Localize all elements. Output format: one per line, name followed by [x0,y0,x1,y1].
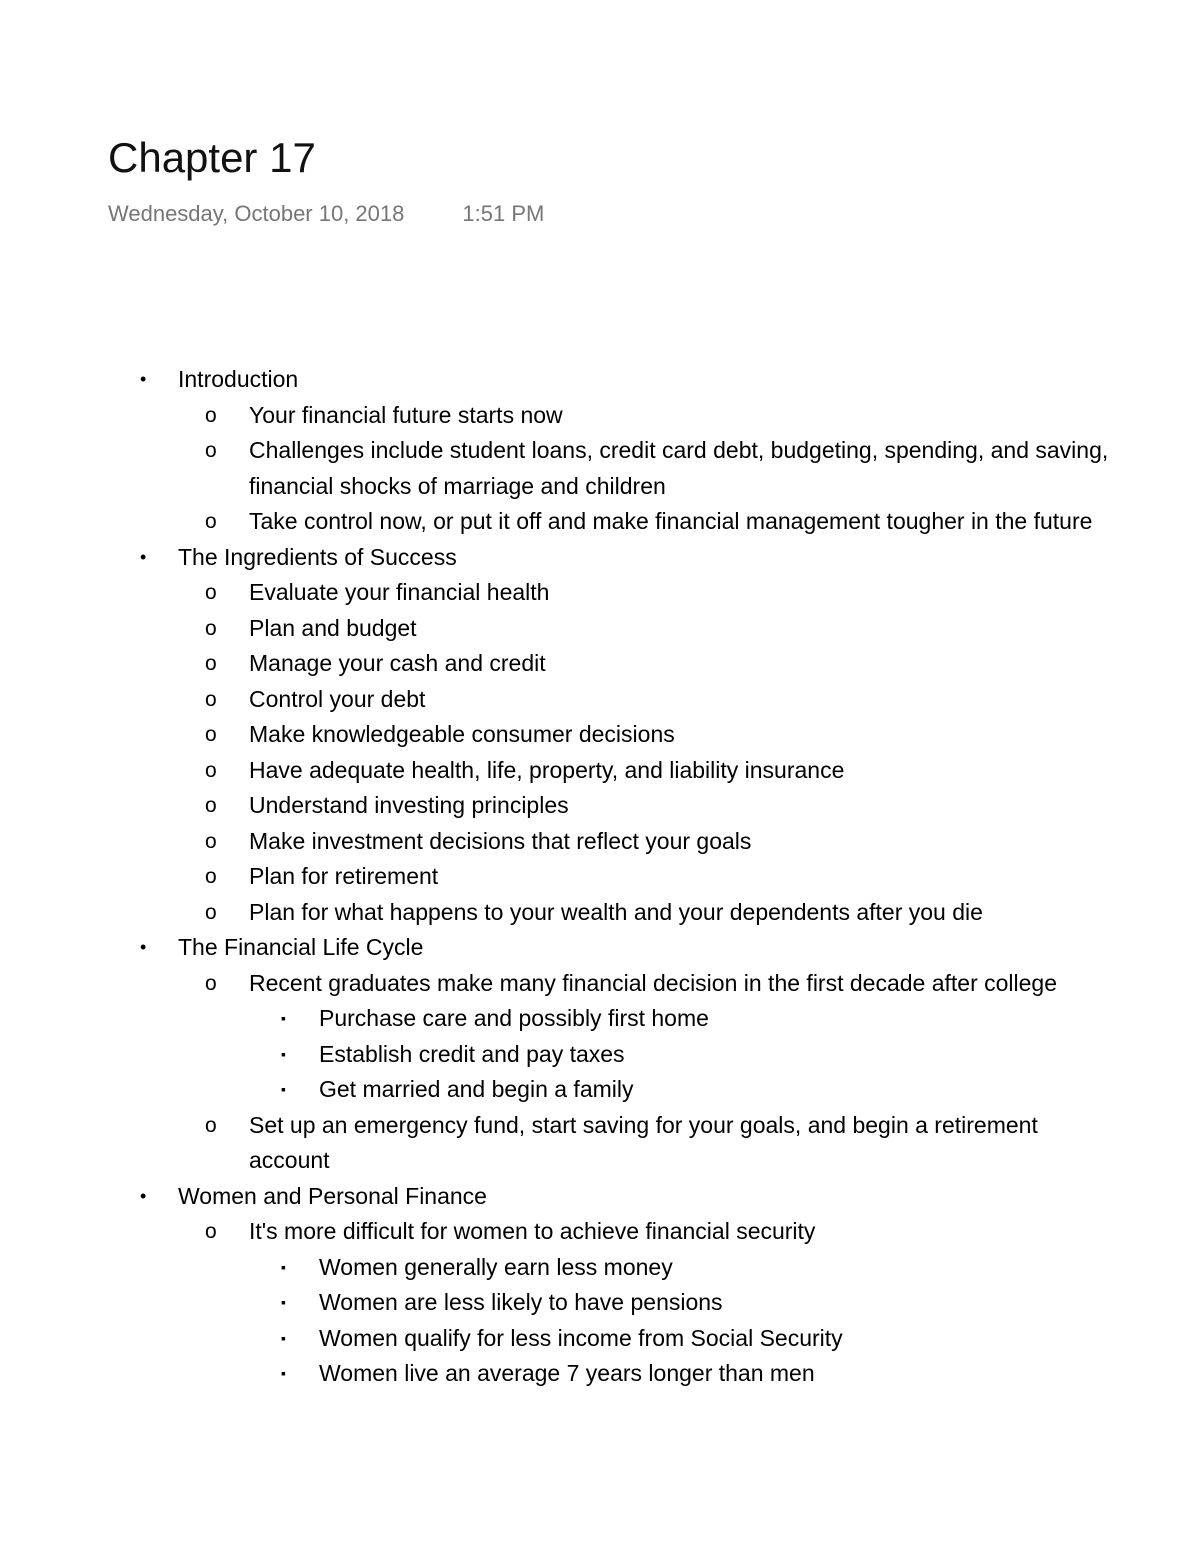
sub-item [0,575,1200,611]
bullet-ring-icon: o [205,971,217,995]
sub-sub-item-text: Women live an average 7 years longer than men [319,1360,815,1386]
bullet-square-icon: ▪ [281,1258,286,1275]
bullet-ring-icon: o [205,723,217,746]
sub-item-text: Set up an emergency fund, start saving for your goals, and begin a retirement account [249,1111,1038,1173]
sub-sub-item [0,1037,1200,1073]
sub-item [0,682,1200,718]
sub-item-text: Control your debt [249,685,426,712]
outline-item-text: Women and Personal Finance [178,1182,487,1209]
sub-item [0,1108,1200,1179]
sub-item-text: Evaluate your financial health [249,579,550,605]
page-time: 1:51 PM [462,201,545,226]
sub-item-text: Recent graduates make many financial decision in the first decade after college [249,969,1058,996]
sub-item-text: Manage your cash and credit [249,650,546,676]
bullet-dot-icon: • [140,369,147,389]
sub-item-text: Plan for what happens to your wealth and your dependents after you die [249,898,983,925]
bullet-ring-icon: o [205,403,217,427]
page-title: Chapter 17 [108,134,316,181]
sub-item [0,1214,1200,1392]
sub-sub-item-text: Purchase care and possibly first home [319,1005,709,1031]
page-timestamp [108,200,544,228]
bullet-ring-icon: o [205,510,217,533]
sub-sub-item [0,1321,1200,1357]
outline-item-text: The Financial Life Cycle [178,934,424,960]
sub-item [0,398,1200,434]
sub-item [0,859,1200,895]
sub-sub-item-text: Women qualify for less income from Social Security [319,1324,843,1351]
sub-list [0,398,1200,540]
sub-sub-item-text: Establish credit and pay taxes [319,1040,625,1067]
sub-item [0,433,1200,504]
sub-item-text: Your financial future starts now [249,401,563,428]
sub-item [0,895,1200,931]
bullet-ring-icon: o [205,1113,217,1137]
bullet-ring-icon: o [205,758,217,782]
sub-sub-item [0,1285,1200,1321]
bullet-ring-icon: o [205,865,217,888]
sub-item [0,717,1200,753]
sub-item-text: Make investment decisions that reflect your goals [249,827,752,854]
bullet-ring-icon: o [205,829,217,853]
sub-item [0,824,1200,860]
sub-item-text: Take control now, or put it off and make financial management tougher in the future [249,508,1093,534]
sub-sub-item [0,1250,1200,1286]
bullet-square-icon: ▪ [281,1329,286,1346]
sub-item [0,753,1200,789]
note-outline [0,362,1200,1436]
bullet-dot-icon: • [140,1185,147,1206]
sub-sub-item [0,1356,1200,1392]
outline-list [0,362,1200,1392]
sub-item [0,788,1200,824]
sub-sub-item-text: Get married and begin a family [319,1076,634,1102]
bullet-dot-icon: • [140,937,147,957]
sub-list [0,966,1200,1179]
outline-item-text: Introduction [178,366,299,392]
sub-sub-list [0,1250,1200,1392]
sub-sub-item [0,1072,1200,1108]
bullet-ring-icon: o [205,900,217,924]
sub-sub-list [0,1001,1200,1108]
sub-sub-item-text: Women are less likely to have pensions [319,1289,723,1315]
sub-item-text: Understand investing principles [249,792,569,818]
bullet-ring-icon: o [205,652,217,675]
bullet-dot-icon: • [140,546,147,567]
outline-item-text: The Ingredients of Success [178,543,457,570]
bullet-square-icon: ▪ [281,1294,286,1310]
sub-item [0,611,1200,647]
outline-item [0,930,1200,1179]
sub-list [0,575,1200,930]
sub-item-text: Plan and budget [249,614,417,641]
sub-item-text: Make knowledgeable consumer decisions [249,721,675,747]
bullet-ring-icon: o [205,687,217,711]
bullet-ring-icon: o [205,439,217,462]
sub-item-text: Plan for retirement [249,863,439,889]
bullet-ring-icon: o [205,1220,217,1243]
page-date: Wednesday, October 10, 2018 [108,201,405,226]
bullet-square-icon: ▪ [281,1045,286,1062]
sub-item-text: It's more difficult for women to achieve financial security [249,1218,816,1244]
bullet-square-icon: ▪ [281,1010,286,1026]
bullet-square-icon: ▪ [281,1081,286,1097]
sub-item-text: Have adequate health, life, property, and liability insurance [249,756,845,783]
sub-sub-item-text: Women generally earn less money [319,1253,673,1280]
outline-item [0,362,1200,540]
sub-sub-item [0,1001,1200,1037]
bullet-square-icon: ▪ [281,1365,286,1381]
sub-list [0,1214,1200,1392]
sub-item [0,966,1200,1108]
bullet-ring-icon: o [205,794,217,817]
sub-item [0,504,1200,540]
sub-item-text: Challenges include student loans, credit card debt, budgeting, spending, and saving, financial shocks of marriage and children [249,437,1109,499]
outline-item [0,1179,1200,1392]
sub-item [0,646,1200,682]
bullet-ring-icon: o [205,616,217,640]
bullet-ring-icon: o [205,581,217,604]
outline-item [0,540,1200,931]
